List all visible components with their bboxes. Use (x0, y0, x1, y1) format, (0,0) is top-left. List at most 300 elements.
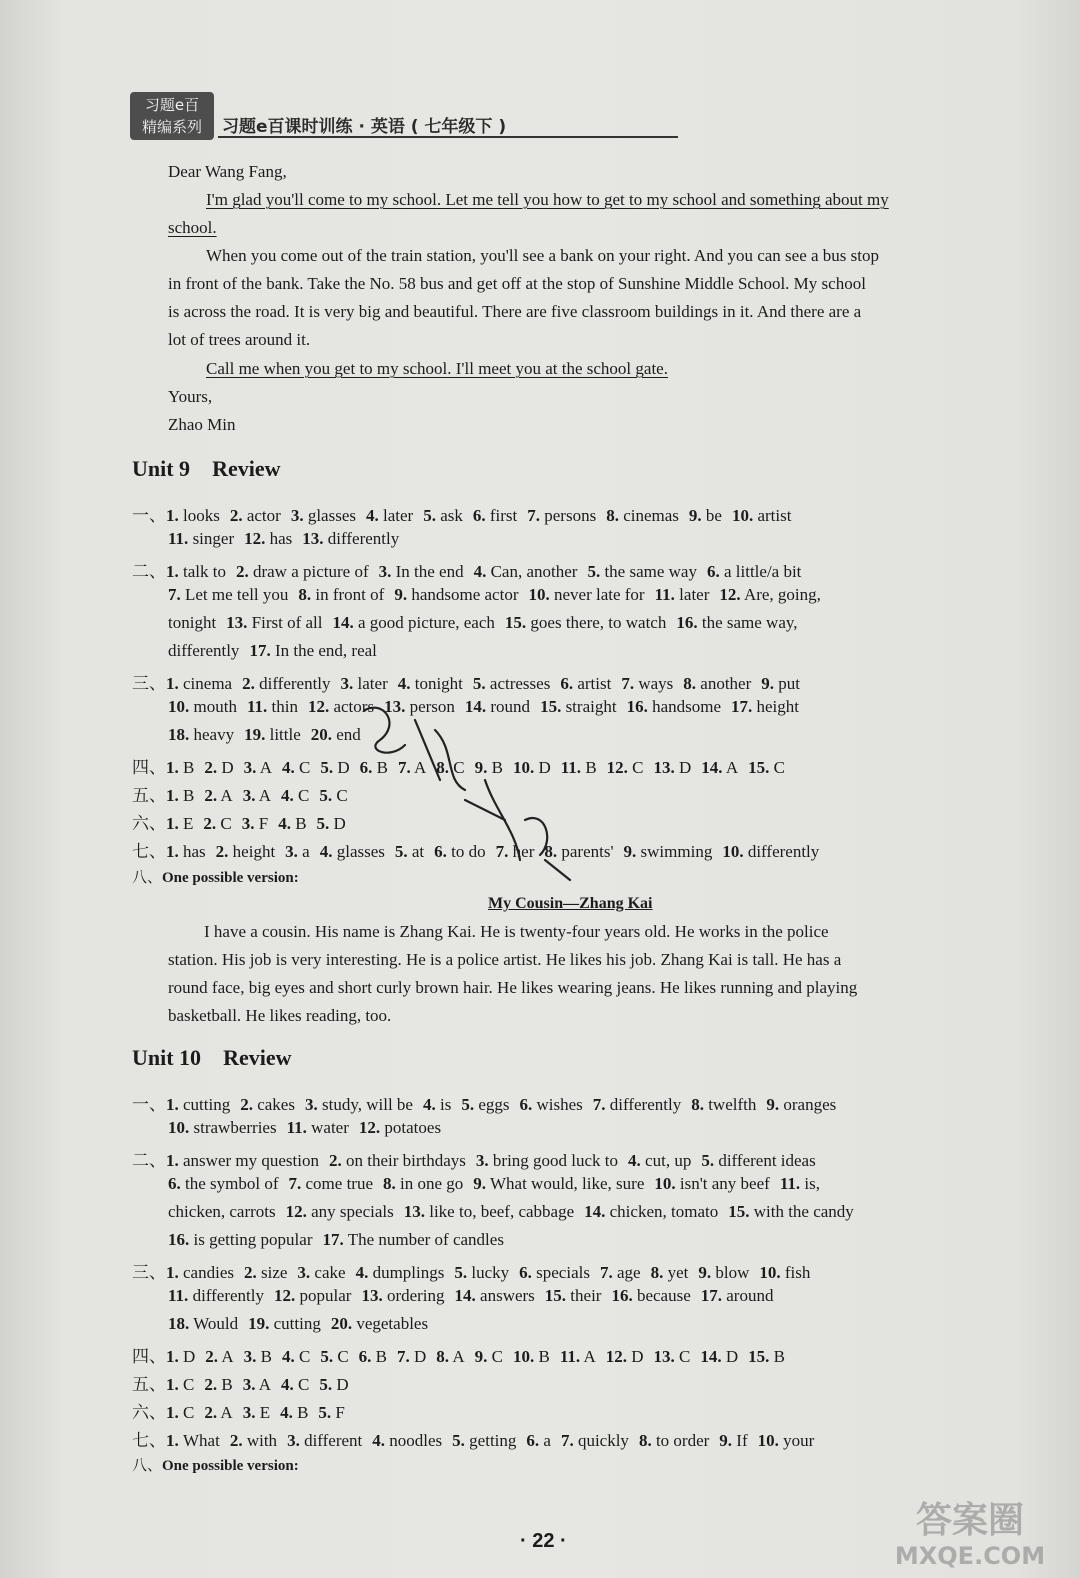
answer-item (230, 1431, 277, 1450)
answer-row (132, 1370, 349, 1395)
answer-item (168, 697, 237, 716)
answer-text: round (490, 697, 531, 716)
answer-item (287, 1431, 362, 1450)
answer-item (204, 1403, 232, 1422)
answer-item (242, 674, 330, 693)
answer-text: D (336, 1375, 349, 1394)
answer-number: 2. (229, 1431, 243, 1450)
answer-item (166, 1095, 230, 1114)
answer-item (698, 1263, 749, 1282)
answer-text: B (773, 1347, 785, 1366)
answer-text: heavy (193, 725, 235, 744)
answer-number: 8. (650, 1263, 664, 1282)
answer-number: 3. (297, 1263, 311, 1282)
answer-item (298, 585, 384, 604)
answer-item (166, 1403, 194, 1422)
answer-number: 5. (319, 786, 333, 805)
section-label: 六、 (132, 1403, 166, 1422)
answer-text: handsome (652, 697, 721, 716)
answer-number: 15. (540, 697, 562, 716)
answer-number: 11. (779, 1174, 801, 1193)
answer-number: 13. (403, 1202, 425, 1221)
essay-line: station. His job is very interesting. He is a police artist. He likes his job. Zhang Kai is tall. He has a (168, 950, 842, 969)
answer-text: candies (183, 1263, 234, 1282)
answer-text: differently (609, 1095, 682, 1114)
answer-item (513, 1347, 550, 1366)
answer-text: is, (804, 1174, 820, 1193)
answer-text: tonight (168, 613, 217, 632)
answer-number: 6. (519, 1263, 532, 1282)
answer-item (423, 1095, 451, 1114)
answer-number: 13. (384, 697, 406, 716)
answer-row (132, 781, 348, 806)
answer-row (132, 866, 299, 887)
answer-item (166, 1431, 220, 1450)
answer-item (761, 674, 800, 693)
answer-item (606, 506, 679, 525)
answer-text: different (304, 1431, 363, 1450)
answer-number: 12. (605, 1347, 627, 1366)
answer-number: 4. (319, 842, 333, 861)
page-number: · 22 · (520, 1530, 567, 1552)
answer-item (166, 1375, 194, 1394)
answer-number: 4. (281, 1375, 294, 1394)
answer-text: D (333, 814, 346, 833)
answer-number: 7. (168, 585, 181, 604)
answer-number: 6. (472, 506, 486, 525)
answer-row (132, 557, 801, 582)
answer-item (748, 758, 785, 777)
answer-item (319, 786, 347, 805)
answer-number: 3. (378, 562, 392, 581)
answer-item (226, 613, 322, 632)
answer-item (244, 1263, 287, 1282)
answer-item (243, 786, 271, 805)
answer-number: 10. (168, 1118, 190, 1137)
answer-text: eggs (478, 1095, 510, 1114)
answer-number: 7. (397, 1347, 410, 1366)
answer-number: 10. (512, 758, 535, 777)
answer-number: 12. (274, 1286, 296, 1305)
answer-text: straight (565, 697, 617, 716)
answer-text: D (679, 758, 692, 777)
answer-text: later (357, 674, 388, 693)
answer-text: size (260, 1263, 288, 1282)
answer-item (454, 1263, 509, 1282)
answer-number: 3. (290, 506, 304, 525)
answer-text: noodles (389, 1431, 443, 1450)
answer-item (205, 1347, 233, 1366)
answer-text: differently (168, 641, 240, 660)
answer-number: 9. (474, 1347, 488, 1366)
answer-item (280, 1403, 308, 1422)
answer-number: 3. (242, 1403, 256, 1422)
answer-item (297, 1263, 345, 1282)
answer-item (527, 506, 596, 525)
answer-item (244, 758, 272, 777)
answer-item (286, 1202, 394, 1221)
answer-number: 5. (320, 758, 334, 777)
answer-text: cake (314, 1263, 346, 1282)
answer-number: 3. (241, 814, 255, 833)
answer-number: 2. (204, 758, 218, 777)
answer-number: 1. (166, 1347, 179, 1366)
answer-number: 13. (653, 1347, 675, 1366)
answer-row (132, 1426, 814, 1451)
possible-version-label: One possible version: (162, 1458, 299, 1474)
answer-text: dumplings (372, 1263, 445, 1282)
answer-number: 4. (355, 1263, 369, 1282)
answer-number: 7. (621, 674, 635, 693)
answer-number: 5. (394, 842, 408, 861)
answer-item (611, 1286, 690, 1305)
answer-text: to do (451, 842, 486, 861)
answer-number: 12. (606, 758, 628, 777)
watermark-logo (870, 1488, 1070, 1573)
answer-number: 20. (330, 1314, 353, 1333)
section-label: 八、 (132, 870, 163, 886)
letter-body-line: is across the road. It is very big and beautiful. There are five classroom buildings in it. And there are a (168, 302, 862, 321)
answer-number: 17. (249, 641, 271, 660)
answer-number: 12. (307, 697, 330, 716)
answer-text: B (295, 814, 307, 833)
answer-number: 1. (166, 1431, 179, 1450)
answer-item (719, 585, 821, 604)
possible-version-label: One possible version: (162, 870, 299, 886)
answer-number: 3. (304, 1095, 318, 1114)
answer-number: 11. (168, 1286, 189, 1305)
answer-text: C (183, 1375, 195, 1394)
series-line-2: 精编系列 (141, 118, 202, 136)
answer-text: parents' (561, 842, 614, 861)
answer-item (423, 506, 463, 525)
answer-row (168, 1230, 504, 1250)
answer-item (651, 1263, 689, 1282)
answer-text: first (489, 506, 518, 525)
answer-item (519, 1263, 590, 1282)
answer-number: 14. (464, 697, 487, 716)
answer-row (168, 1118, 441, 1138)
answer-item (545, 1286, 602, 1305)
answer-number: 3. (242, 1375, 256, 1394)
answer-item (476, 1151, 618, 1170)
answer-text: her (512, 842, 535, 861)
answer-text: yet (667, 1263, 689, 1282)
letter-body-line: When you come out of the train station, you'll see a bank on your right. And you can see a bus stop (206, 246, 880, 265)
answer-item (204, 758, 233, 777)
answer-text: the symbol of (185, 1174, 279, 1193)
answer-number: 6. (168, 1174, 181, 1193)
answer-text: fish (784, 1263, 811, 1282)
answer-item (607, 758, 644, 777)
answer-text: A (414, 758, 427, 777)
answer-text: has (183, 842, 206, 861)
answer-number: 7. (397, 758, 411, 777)
answer-item (366, 506, 413, 525)
letter-closing: Yours, (168, 387, 213, 406)
answer-number: 1. (166, 842, 179, 861)
answer-item (204, 786, 232, 805)
answer-text: a (543, 1431, 551, 1450)
answer-text: differently (259, 674, 331, 693)
answer-item (168, 725, 234, 744)
answer-number: 20. (310, 725, 333, 744)
answer-row (168, 725, 361, 745)
answer-text: come true (305, 1174, 373, 1193)
answer-item (166, 1347, 195, 1366)
essay-line: basketball. He likes reading, too. (168, 1006, 392, 1025)
answer-text: B (538, 1347, 550, 1366)
answer-row (168, 613, 798, 633)
letter-body-line: in front of the bank. Take the No. 58 bus and get off at the stop of Sunshine Middle School. My school (168, 274, 866, 293)
answer-text: around (726, 1286, 774, 1305)
answer-text: with the candy (753, 1202, 854, 1221)
answer-number: 10. (722, 842, 744, 861)
answer-number: 6. (706, 562, 720, 581)
answer-item (701, 758, 738, 777)
essay-title: My Cousin—Zhang Kai (488, 895, 653, 912)
answer-number: 7. (495, 842, 509, 861)
section-label: 五、 (132, 786, 166, 805)
answer-item (404, 1202, 574, 1221)
section-label: 三、 (132, 1263, 166, 1282)
answer-item (587, 562, 697, 581)
answer-text: actors (333, 697, 375, 716)
answer-number: 1. (166, 1263, 179, 1282)
answer-row (132, 1342, 785, 1367)
answer-number: 14. (584, 1202, 606, 1221)
answer-text: glasses (336, 842, 385, 861)
answer-text: A (258, 1375, 272, 1394)
answer-item (274, 1286, 351, 1305)
answer-text: because (636, 1286, 691, 1305)
unit-10-review: Review (223, 1045, 292, 1070)
answer-number: 5. (316, 814, 330, 833)
answer-number: 9. (474, 758, 488, 777)
answer-text: A (220, 786, 233, 805)
answer-text: F (335, 1403, 345, 1422)
answer-text: ways (638, 674, 674, 693)
answer-number: 15. (748, 1347, 770, 1366)
answer-text: C (220, 814, 232, 833)
answer-number: 2. (204, 786, 218, 805)
answer-item (732, 506, 792, 525)
answer-item (683, 674, 751, 693)
answer-text: your (783, 1431, 815, 1450)
answer-number: 6. (560, 674, 574, 693)
answer-number: 1. (166, 814, 179, 833)
answer-text: put (778, 674, 800, 693)
answer-text: B (585, 758, 597, 777)
answer-text: B (376, 758, 388, 777)
answer-text: later (383, 506, 414, 525)
answer-item (621, 674, 673, 693)
answer-number: 17. (322, 1230, 344, 1249)
answer-item (166, 814, 193, 833)
answer-number: 13. (302, 529, 324, 548)
answer-number: 8. (606, 506, 619, 525)
answer-text: draw a picture of (252, 562, 369, 581)
answer-item (394, 585, 518, 604)
answer-text: What would, like, sure (489, 1174, 645, 1193)
answer-text: is (439, 1095, 452, 1114)
answer-item (707, 562, 801, 581)
answer-item (383, 1174, 463, 1193)
answer-item (474, 562, 578, 581)
answer-number: 4. (473, 562, 487, 581)
answer-number: 5. (587, 562, 601, 581)
answer-number: 6. (526, 1431, 540, 1450)
answer-number: 8. (383, 1174, 396, 1193)
answer-text: C (298, 1347, 311, 1366)
answer-row (168, 1314, 428, 1334)
answer-text: D (631, 1347, 644, 1366)
answer-row (132, 1090, 836, 1115)
answer-number: 3. (340, 674, 354, 693)
answer-number: 5. (452, 1431, 465, 1450)
answer-text: at (411, 842, 425, 861)
answer-item (166, 1263, 234, 1282)
answer-text: If (736, 1431, 748, 1450)
answer-text: C (298, 786, 310, 805)
answer-text: to order (655, 1431, 710, 1450)
answer-item (627, 697, 721, 716)
answer-text: ask (440, 506, 463, 525)
answer-number: 2. (204, 1403, 218, 1422)
answer-text: F (258, 814, 269, 833)
answer-item (333, 613, 495, 632)
answer-text: A (725, 758, 739, 777)
answer-text: the same way, (701, 613, 798, 632)
answer-number: 17. (700, 1286, 723, 1305)
answer-item (689, 506, 722, 525)
answer-number: 14. (332, 613, 354, 632)
answer-text: thin (271, 697, 298, 716)
letter-opening-line: I'm glad you'll come to my school. Let me tell you how to get to my school and something about my (206, 190, 889, 209)
answer-item (731, 697, 799, 716)
answer-row (168, 585, 821, 605)
answer-text: artist (757, 506, 792, 525)
answer-text: tonight (414, 674, 463, 693)
answer-text: popular (299, 1286, 352, 1305)
answer-item (461, 1095, 509, 1114)
answer-number: 2. (229, 506, 243, 525)
answer-text: C (337, 1347, 349, 1366)
answer-number: 7. (599, 1263, 613, 1282)
answer-number: 15. (728, 1202, 750, 1221)
answer-item (526, 1431, 551, 1450)
answer-number: 2. (205, 1347, 219, 1366)
answer-number: 4. (281, 786, 294, 805)
answer-item (639, 1431, 709, 1450)
answer-text: C (679, 1347, 691, 1366)
answer-text: A (221, 1347, 234, 1366)
answer-number: 2. (204, 1375, 218, 1394)
answer-text: be (705, 506, 722, 525)
answer-item (600, 1263, 641, 1282)
answer-number: 4. (281, 758, 295, 777)
letter-signature: Zhao Min (168, 415, 236, 434)
answer-item (561, 1431, 629, 1450)
answer-item (606, 1347, 644, 1366)
answer-item (281, 1375, 309, 1394)
unit-9-heading (132, 456, 280, 482)
answer-text: on their birthdays (345, 1151, 466, 1170)
answer-number: 8. (638, 1431, 652, 1450)
answer-item (436, 1347, 464, 1366)
answer-number: 2. (240, 1095, 253, 1114)
answer-text: differently (192, 1286, 264, 1305)
answer-number: 11. (560, 758, 582, 777)
answer-number: 4. (372, 1431, 386, 1450)
answer-number: 8. (436, 758, 450, 777)
answer-text: ordering (386, 1286, 445, 1305)
answer-text: A (452, 1347, 465, 1366)
answer-number: 3. (285, 842, 298, 861)
answer-number: 14. (454, 1286, 476, 1305)
answer-text: D (538, 758, 551, 777)
answer-number: 10. (759, 1263, 781, 1282)
answer-number: 13. (226, 613, 248, 632)
answer-item (242, 814, 268, 833)
answer-item (285, 842, 310, 861)
section-label: 一、 (132, 1095, 166, 1114)
answer-text: any specials (311, 1202, 394, 1221)
answer-text: D (414, 1347, 427, 1366)
answer-text: cinemas (623, 506, 679, 525)
answer-text: a (302, 842, 310, 861)
answer-item (780, 1174, 820, 1193)
answer-row (132, 809, 346, 834)
answer-item (719, 1431, 747, 1450)
answer-text: different ideas (718, 1151, 816, 1170)
answer-number: 8. (436, 1347, 450, 1366)
answer-item (676, 613, 797, 632)
answer-row (132, 1398, 345, 1423)
answer-text: height (232, 842, 276, 861)
answer-item (168, 1286, 264, 1305)
answer-number: 15. (544, 1286, 567, 1305)
answer-number: 10. (528, 585, 550, 604)
answer-item (287, 1118, 349, 1137)
answer-number: 10. (654, 1174, 676, 1193)
answer-number: 1. (166, 786, 179, 805)
answer-text: talk to (183, 562, 226, 581)
answer-text: glasses (307, 506, 356, 525)
answer-text: water (311, 1118, 349, 1137)
answer-number: 7. (560, 1431, 574, 1450)
section-label: 八、 (132, 1458, 163, 1474)
answer-text: has (269, 529, 293, 548)
answer-item (249, 641, 376, 660)
answer-text: twelfth (708, 1095, 757, 1114)
answer-item (519, 1095, 582, 1114)
answer-item (216, 842, 276, 861)
answer-item (759, 1263, 810, 1282)
answer-number: 4. (280, 1403, 293, 1422)
answer-number: 1. (166, 562, 179, 581)
answer-row (168, 1202, 854, 1222)
answer-number: 8. (691, 1095, 704, 1114)
answer-item (168, 1118, 277, 1137)
answer-number: 5. (454, 1263, 468, 1282)
series-line-1: 习题e百 (144, 96, 200, 114)
answer-text: another (700, 674, 752, 693)
answer-number: 2. (215, 842, 229, 861)
answer-item (322, 1230, 503, 1249)
answer-text: person (409, 697, 455, 716)
answer-text: B (491, 758, 503, 777)
